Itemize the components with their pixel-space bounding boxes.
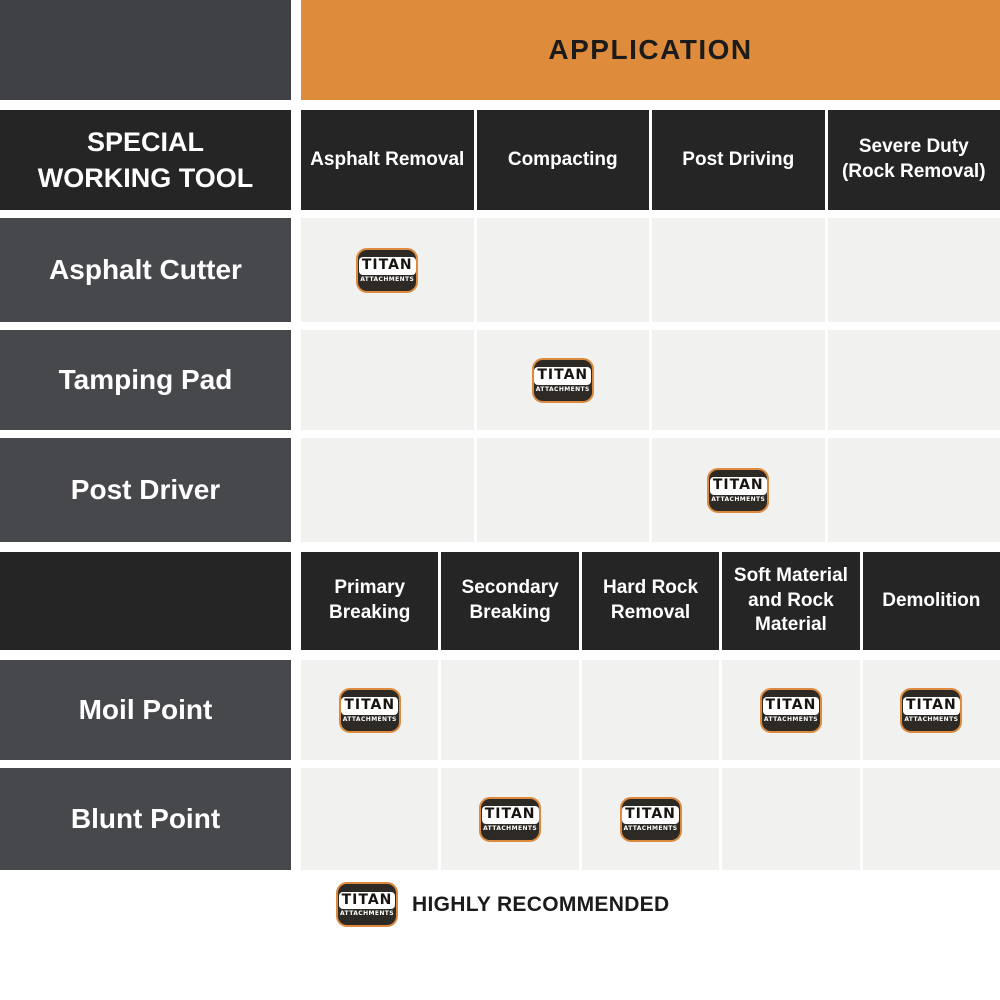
titan-attachments-badge [900,688,962,733]
titan-attachments-badge [532,358,594,403]
legend [336,882,1000,927]
tool-row [0,438,1000,542]
badge-subtitle: ATTACHMENTS [763,715,818,723]
corner-spacer [0,0,291,100]
matrix-cell [828,218,1000,322]
badge-subtitle: ATTACHMENTS [342,715,397,723]
tool-row [0,768,1000,870]
matrix-cell [477,218,650,322]
badge-subtitle: ATTACHMENTS [711,495,766,503]
badge-title: TITAN [341,697,398,715]
column-header-label: Demolition [882,589,981,611]
tool-row-cells [301,660,1000,760]
column-header [301,552,438,650]
tool-header-line: SPECIAL [86,126,205,157]
badge-title: TITAN [903,697,960,715]
column-headers [301,552,1000,650]
column-header-label: Hard Rock Removal [603,577,699,623]
matrix-cell [301,218,474,322]
badge-subtitle: ATTACHMENTS [535,385,590,393]
tool-row-label: Moil Point [0,660,291,760]
tool-row [0,330,1000,430]
column-header [582,552,719,650]
matrix-cell [441,768,578,870]
tool-row [0,660,1000,760]
titan-attachments-badge [356,248,418,293]
tool-row-label: Tamping Pad [0,330,291,430]
column-header-label: Compacting [507,148,618,170]
matrix-cell [477,438,650,542]
badge-subtitle: ATTACHMENTS [623,824,678,832]
column-header [828,110,1000,210]
matrix-cell [582,660,719,760]
matrix-cell [722,660,859,760]
column-header [863,552,1000,650]
column-headers [301,110,1000,210]
badge-subtitle: ATTACHMENTS [360,275,415,283]
matrix-cell [441,660,578,760]
badge-subtitle: ATTACHMENTS [483,824,538,832]
column-header-label: Secondary Breaking [461,577,559,623]
badge-title: TITAN [359,257,416,275]
matrix-cell [301,438,474,542]
column-header-label: Asphalt Removal [310,148,465,170]
badge-title: TITAN [482,806,539,824]
tool-row-label: Post Driver [0,438,291,542]
column-header-label: Post Driving [682,148,795,170]
column-header [477,110,650,210]
section-header-spacer [0,552,291,650]
tool-row-cells [301,330,1000,430]
matrix-cell [828,330,1000,430]
titan-attachments-badge [336,882,398,927]
column-header [301,110,474,210]
badge-title: TITAN [622,806,679,824]
column-header-label: Soft Material and Rock Material [733,564,848,636]
section-header-band [0,552,1000,650]
tool-row-label: Blunt Point [0,768,291,870]
matrix-cell [301,768,438,870]
badge-title: TITAN [339,892,396,910]
tool-row [0,218,1000,322]
matrix-cell [863,768,1000,870]
badge-subtitle: ATTACHMENTS [904,715,959,723]
column-header [441,552,578,650]
matrix-cell [477,330,650,430]
column-header [722,552,859,650]
matrix-sections [0,110,1000,870]
tool-row-label: Asphalt Cutter [0,218,291,322]
column-header [652,110,825,210]
matrix-cell [828,438,1000,542]
application-header: APPLICATION [301,0,1000,100]
matrix-cell [652,438,825,542]
badge-title: TITAN [534,367,591,385]
titan-attachments-badge [479,797,541,842]
titan-attachments-badge [707,468,769,513]
tool-header-line: WORKING TOOL [37,163,254,193]
matrix-cell [863,660,1000,760]
badge-title: TITAN [763,697,820,715]
tool-row-cells [301,218,1000,322]
column-header-label: Primary Breaking [329,577,411,623]
titan-attachments-badge [620,797,682,842]
matrix-cell [652,330,825,430]
legend-badge-slot [336,882,398,927]
titan-attachments-badge [339,688,401,733]
badge-title: TITAN [710,477,767,495]
column-header-label: Severe Duty (Rock Removal) [841,136,986,182]
legend-label: HIGHLY RECOMMENDED [412,892,670,916]
matrix-cell [722,768,859,870]
special-working-tool-header [0,110,291,210]
matrix-cell [582,768,719,870]
matrix-cell [301,660,438,760]
section-header-band [0,110,1000,210]
tool-row-cells [301,768,1000,870]
top-header-band [0,0,1000,100]
tool-row-cells [301,438,1000,542]
badge-subtitle: ATTACHMENTS [339,910,394,918]
matrix-cell [652,218,825,322]
matrix-cell [301,330,474,430]
titan-attachments-badge [760,688,822,733]
